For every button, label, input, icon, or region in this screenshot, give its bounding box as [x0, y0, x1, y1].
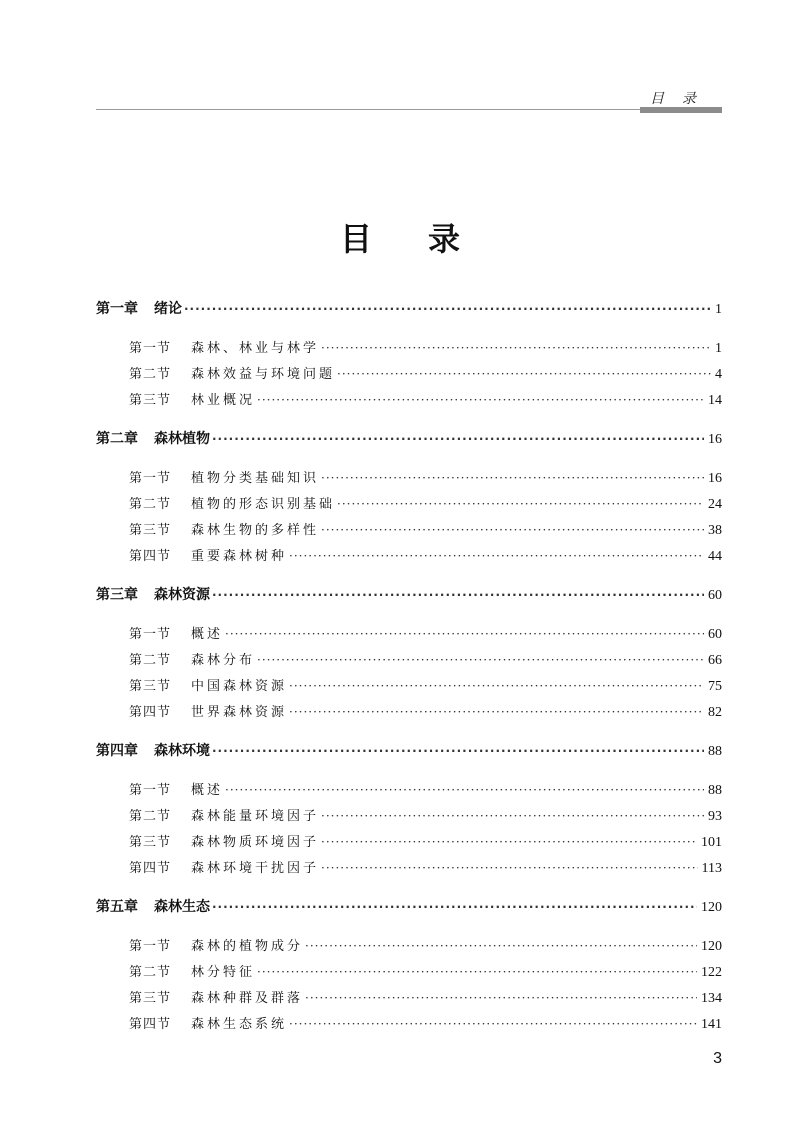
section-title: 植物的形态识别基础	[191, 497, 336, 512]
chapter-spacer	[96, 881, 722, 894]
section-entry[interactable]	[96, 985, 722, 1011]
section-page: 88	[708, 783, 722, 798]
dot-leader	[289, 1011, 697, 1037]
section-page: 75	[708, 679, 722, 694]
section-title: 森林分布	[191, 653, 256, 668]
section-number: 第四节	[129, 549, 172, 564]
section-page: 120	[701, 939, 722, 954]
section-title: 森林环境干扰因子	[191, 861, 320, 876]
section-title: 森林的植物成分	[191, 939, 304, 954]
section-number: 第二节	[129, 367, 172, 382]
dot-leader	[289, 543, 704, 569]
section-title: 植物分类基础知识	[191, 471, 320, 486]
section-page: 1	[715, 341, 722, 356]
section-number: 第一节	[129, 627, 172, 642]
dot-leader	[321, 829, 697, 855]
header-rule	[96, 109, 722, 110]
chapter-page: 1	[715, 302, 722, 317]
dot-leader	[225, 621, 704, 647]
section-number: 第二节	[129, 809, 172, 824]
section-entry[interactable]	[96, 829, 722, 855]
section-title: 中国森林资源	[191, 679, 288, 694]
chapter-number: 第四章	[96, 743, 138, 759]
section-number: 第三节	[129, 835, 172, 850]
section-number: 第一节	[129, 471, 172, 486]
section-entry[interactable]	[96, 1011, 722, 1037]
section-title: 森林能量环境因子	[191, 809, 320, 824]
section-title: 林业概况	[191, 393, 256, 408]
section-entry[interactable]	[96, 699, 722, 725]
chapter-spacer	[96, 725, 722, 738]
chapter-number: 第一章	[96, 301, 138, 317]
section-page: 141	[701, 1017, 722, 1032]
dot-leader	[321, 465, 704, 491]
section-entry[interactable]	[96, 335, 722, 361]
section-entry[interactable]	[96, 517, 722, 543]
dot-leader	[321, 803, 704, 829]
chapter-number: 第五章	[96, 899, 138, 915]
section-title: 世界森林资源	[191, 705, 288, 720]
section-entry[interactable]	[96, 387, 722, 413]
dot-leader	[225, 777, 704, 803]
chapter-entry[interactable]	[96, 894, 722, 920]
section-entry[interactable]	[96, 621, 722, 647]
section-title: 森林生态系统	[191, 1017, 288, 1032]
section-page: 4	[715, 367, 722, 382]
dot-leader	[321, 855, 697, 881]
toc-chapter	[96, 426, 722, 569]
dot-leader	[289, 699, 704, 725]
section-title: 重要森林树种	[191, 549, 288, 564]
chapter-page: 16	[708, 432, 722, 447]
chapter-number: 第三章	[96, 587, 138, 603]
section-title: 森林种群及群落	[191, 991, 304, 1006]
chapter-page: 120	[701, 900, 722, 915]
section-title: 概述	[191, 783, 224, 798]
dot-leader	[184, 296, 711, 322]
page-number: 3	[713, 1050, 722, 1067]
toc-chapter	[96, 582, 722, 725]
section-entry[interactable]	[96, 361, 722, 387]
section-entry[interactable]	[96, 647, 722, 673]
section-number: 第三节	[129, 523, 172, 538]
section-entry[interactable]	[96, 933, 722, 959]
section-number: 第三节	[129, 393, 172, 408]
section-title: 森林生物的多样性	[191, 523, 320, 538]
chapter-title: 森林资源	[154, 587, 210, 603]
chapter-title: 森林植物	[154, 431, 210, 447]
section-page: 60	[708, 627, 722, 642]
section-page: 14	[708, 393, 722, 408]
dot-leader	[257, 387, 704, 413]
section-entry[interactable]	[96, 777, 722, 803]
section-title: 森林、林业与林学	[191, 341, 320, 356]
section-entry[interactable]	[96, 803, 722, 829]
toc-chapter	[96, 296, 722, 413]
section-page: 93	[708, 809, 722, 824]
section-title: 林分特征	[191, 965, 256, 980]
dot-leader	[321, 517, 704, 543]
chapter-entry[interactable]	[96, 738, 722, 764]
dot-leader	[257, 959, 697, 985]
page-title: 目录	[339, 220, 516, 258]
section-title: 概述	[191, 627, 224, 642]
section-page: 101	[701, 835, 722, 850]
section-title: 森林效益与环境问题	[191, 367, 336, 382]
toc-chapter	[96, 738, 722, 881]
section-title: 森林物质环境因子	[191, 835, 320, 850]
section-number: 第二节	[129, 965, 172, 980]
section-page: 113	[701, 861, 722, 876]
section-number: 第四节	[129, 705, 172, 720]
chapter-title: 森林生态	[154, 899, 210, 915]
section-page: 134	[701, 991, 722, 1006]
chapter-title: 绪论	[154, 301, 182, 317]
section-entry[interactable]	[96, 543, 722, 569]
section-number: 第一节	[129, 341, 172, 356]
running-head: 目录	[650, 91, 714, 107]
dot-leader	[212, 894, 697, 920]
section-number: 第四节	[129, 861, 172, 876]
section-number: 第二节	[129, 653, 172, 668]
chapter-page: 88	[708, 744, 722, 759]
dot-leader	[257, 647, 704, 673]
section-number: 第三节	[129, 991, 172, 1006]
chapter-spacer	[96, 569, 722, 582]
dot-leader	[305, 985, 697, 1011]
table-of-contents	[96, 296, 722, 1037]
section-page: 44	[708, 549, 722, 564]
chapter-number: 第二章	[96, 431, 138, 447]
chapter-spacer	[96, 413, 722, 426]
dot-leader	[289, 673, 704, 699]
chapter-entry[interactable]	[96, 296, 722, 322]
section-page: 82	[708, 705, 722, 720]
toc-chapter	[96, 894, 722, 1037]
section-entry[interactable]	[96, 491, 722, 517]
dot-leader	[337, 361, 711, 387]
section-number: 第二节	[129, 497, 172, 512]
section-entry[interactable]	[96, 855, 722, 881]
dot-leader	[321, 335, 711, 361]
section-number: 第四节	[129, 1017, 172, 1032]
dot-leader	[212, 582, 704, 608]
chapter-page: 60	[708, 588, 722, 603]
dot-leader	[305, 933, 697, 959]
dot-leader	[337, 491, 704, 517]
section-entry[interactable]	[96, 959, 722, 985]
section-number: 第一节	[129, 939, 172, 954]
chapter-entry[interactable]	[96, 582, 722, 608]
section-entry[interactable]	[96, 465, 722, 491]
section-number: 第一节	[129, 783, 172, 798]
section-entry[interactable]	[96, 673, 722, 699]
dot-leader	[212, 738, 704, 764]
section-page: 66	[708, 653, 722, 668]
chapter-entry[interactable]	[96, 426, 722, 452]
section-page: 16	[708, 471, 722, 486]
chapter-title: 森林环境	[154, 743, 210, 759]
section-page: 24	[708, 497, 722, 512]
section-number: 第三节	[129, 679, 172, 694]
section-page: 38	[708, 523, 722, 538]
dot-leader	[212, 426, 704, 452]
section-page: 122	[701, 965, 722, 980]
